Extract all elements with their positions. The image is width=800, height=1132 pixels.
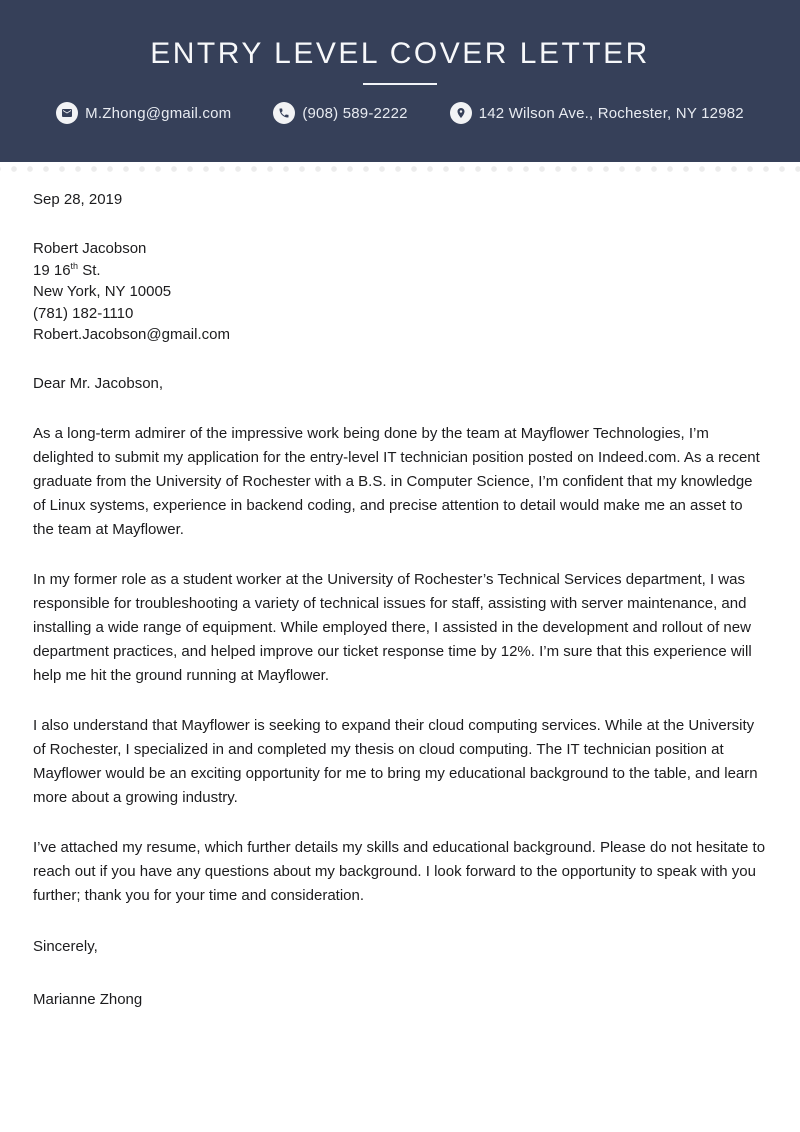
letter-body [0,188,800,1012]
email-icon [56,102,78,124]
contact-address-text: 142 Wilson Ave., Rochester, NY 12982 [478,104,744,122]
recipient-name: Robert Jacobson [33,240,147,257]
contact-address [450,102,744,124]
recipient-street [33,260,767,282]
location-icon [450,102,472,124]
contact-email-text: M.Zhong@gmail.com [85,104,232,122]
title-underline [363,83,437,85]
phone-icon [273,102,295,124]
signature-name: Marianne Zhong [33,990,143,1008]
page-title: ENTRY LEVEL COVER LETTER [150,37,650,70]
contact-row [0,102,800,124]
body-paragraph-1: As a long-term admirer of the impressive work being done by the team at Mayflower Technologies, I’m delighted to submit my application for the entry-level IT technician position posted on Indeed.com. As a recent graduate from the University of Rochester with a B.S. in Computer Science, I’m confident that my knowledge of Linux systems, experience in backend coding, and precise attention to detail would make me an asset to the team at Mayflower. [33,424,760,538]
recipient-email: Robert.Jacobson@gmail.com [33,326,230,343]
recipient-block [33,238,767,346]
body-paragraph-2: In my former role as a student worker at the University of Rochester’s Technical Services department, I was responsible for troubleshooting a variety of technical issues for staff, assisting with server maintenance, and installing a wide range of equipment. While employed there, I assisted in the development and rollout of new department practices, and helped improve our ticket response time by 12%. I’m sure that this experience will help me hit the ground running at Mayflower. [33,570,752,684]
recipient-street-suffix: St. [78,261,101,279]
recipient-street-ordinal: th [70,260,79,271]
decorative-dots-row [0,162,800,174]
salutation: Dear Mr. Jacobson, [33,374,164,392]
recipient-city: New York, NY 10005 [33,283,172,300]
body-paragraph-4: I’ve attached my resume, which further details my skills and educational background. Please do not hesitate to reach out if you have any questions about my background. I look forward to the opportunity to speak with you further; thank you for your time and consideration. [33,838,766,904]
contact-phone [273,102,407,124]
letter-header [0,0,800,162]
contact-email [56,102,231,124]
closing: Sincerely, [33,937,98,955]
contact-phone-text: (908) 589-2222 [302,104,408,122]
recipient-street-number: 19 16 [33,261,71,279]
letter-date: Sep 28, 2019 [33,191,123,208]
recipient-phone: (781) 182-1110 [33,304,134,322]
body-paragraph-3: I also understand that Mayflower is seeking to expand their cloud computing services. While at the University of Rochester, I specialized in and completed my thesis on cloud computing. The IT technician position at Mayflower would be an exciting opportunity for me to bring my educational background to the table, and learn more about a growing industry. [33,716,758,806]
